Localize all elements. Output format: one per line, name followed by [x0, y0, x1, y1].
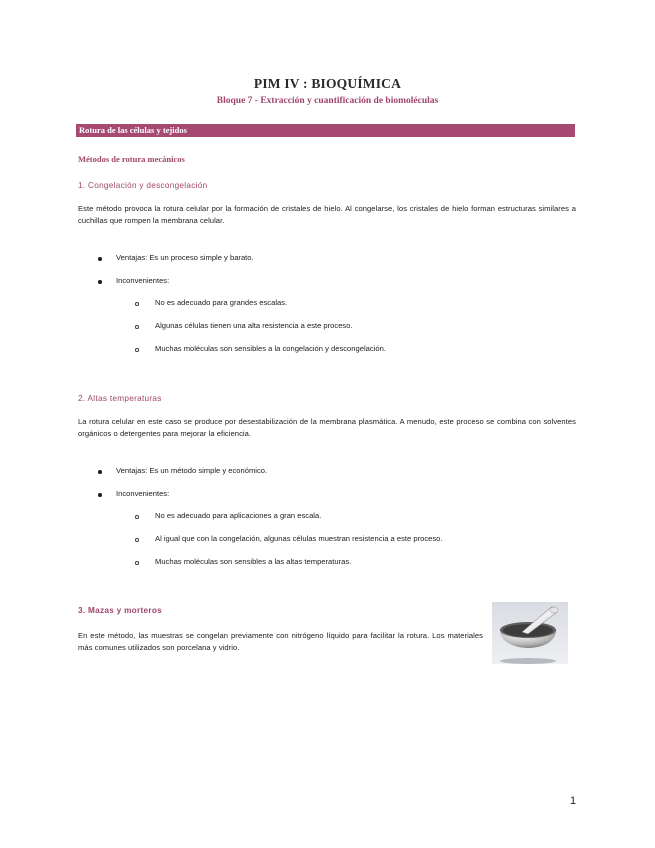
circle-bullet-icon	[135, 538, 139, 542]
inconvenientes-label: Inconvenientes:	[116, 489, 170, 498]
inconveniente-text: No es adecuado para grandes escalas.	[155, 298, 288, 307]
inconveniente-text: Muchas moléculas son sensibles a la congelación y descongelación.	[155, 344, 386, 353]
circle-bullet-icon	[135, 325, 139, 329]
inconveniente-text: Al igual que con la congelación, algunas células muestran resistencia a este proceso.	[155, 534, 443, 543]
bullet-icon	[98, 257, 102, 261]
section-heading: Métodos de rotura mecánicos	[78, 154, 185, 164]
inconveniente-text: No es adecuado para aplicaciones a gran escala.	[155, 511, 322, 520]
page-number: 1	[570, 795, 577, 807]
mortar-icon	[492, 602, 568, 664]
circle-bullet-icon	[135, 302, 139, 306]
bullet-icon	[98, 280, 102, 284]
circle-bullet-icon	[135, 348, 139, 352]
inconveniente-text: Muchas moléculas son sensibles a las altas temperaturas.	[155, 557, 352, 566]
subsection-heading-3: 3. Mazas y morteros	[78, 606, 162, 615]
section-band: Rotura de las células y tejidos	[76, 124, 575, 137]
paragraph-3: En este método, las muestras se congelan previamente con nitrógeno líquido para facilitar la rotura. Los materiales más comunes utilizados son porcelana y vidrio.	[78, 631, 483, 652]
mortar-and-pestle-image	[492, 602, 568, 664]
inconveniente-text: Algunas células tienen una alta resistencia a este proceso.	[155, 321, 353, 330]
circle-bullet-icon	[135, 515, 139, 519]
document-title: PIM IV : BIOQUÍMICA	[253, 76, 402, 91]
circle-bullet-icon	[135, 561, 139, 565]
inconvenientes-label: Inconvenientes:	[116, 276, 170, 285]
paragraph-1: Este método provoca la rotura celular por la formación de cristales de hielo. Al congelarse, los cristales de hielo forman estructuras similares a cuchillas que rompen la membrana celular.	[78, 204, 576, 225]
subsection-heading-1: 1. Congelación y descongelación	[78, 181, 208, 190]
paragraph-2: La rotura celular en este caso se produce por desestabilización de la membrana plasmática. A menudo, este proceso se combina con solventes orgánicos o detergentes para mejorar la eficiencia.	[78, 417, 576, 438]
document-subtitle: Bloque 7 - Extracción y cuantificación de biomoléculas	[216, 96, 439, 106]
ventajas-text: Ventajas: Es un método simple y económico.	[116, 466, 268, 475]
bullet-icon	[98, 470, 102, 474]
bullet-icon	[98, 493, 102, 497]
ventajas-text: Ventajas: Es un proceso simple y barato.	[116, 253, 254, 262]
subsection-heading-2: 2. Altas temperaturas	[78, 394, 162, 403]
